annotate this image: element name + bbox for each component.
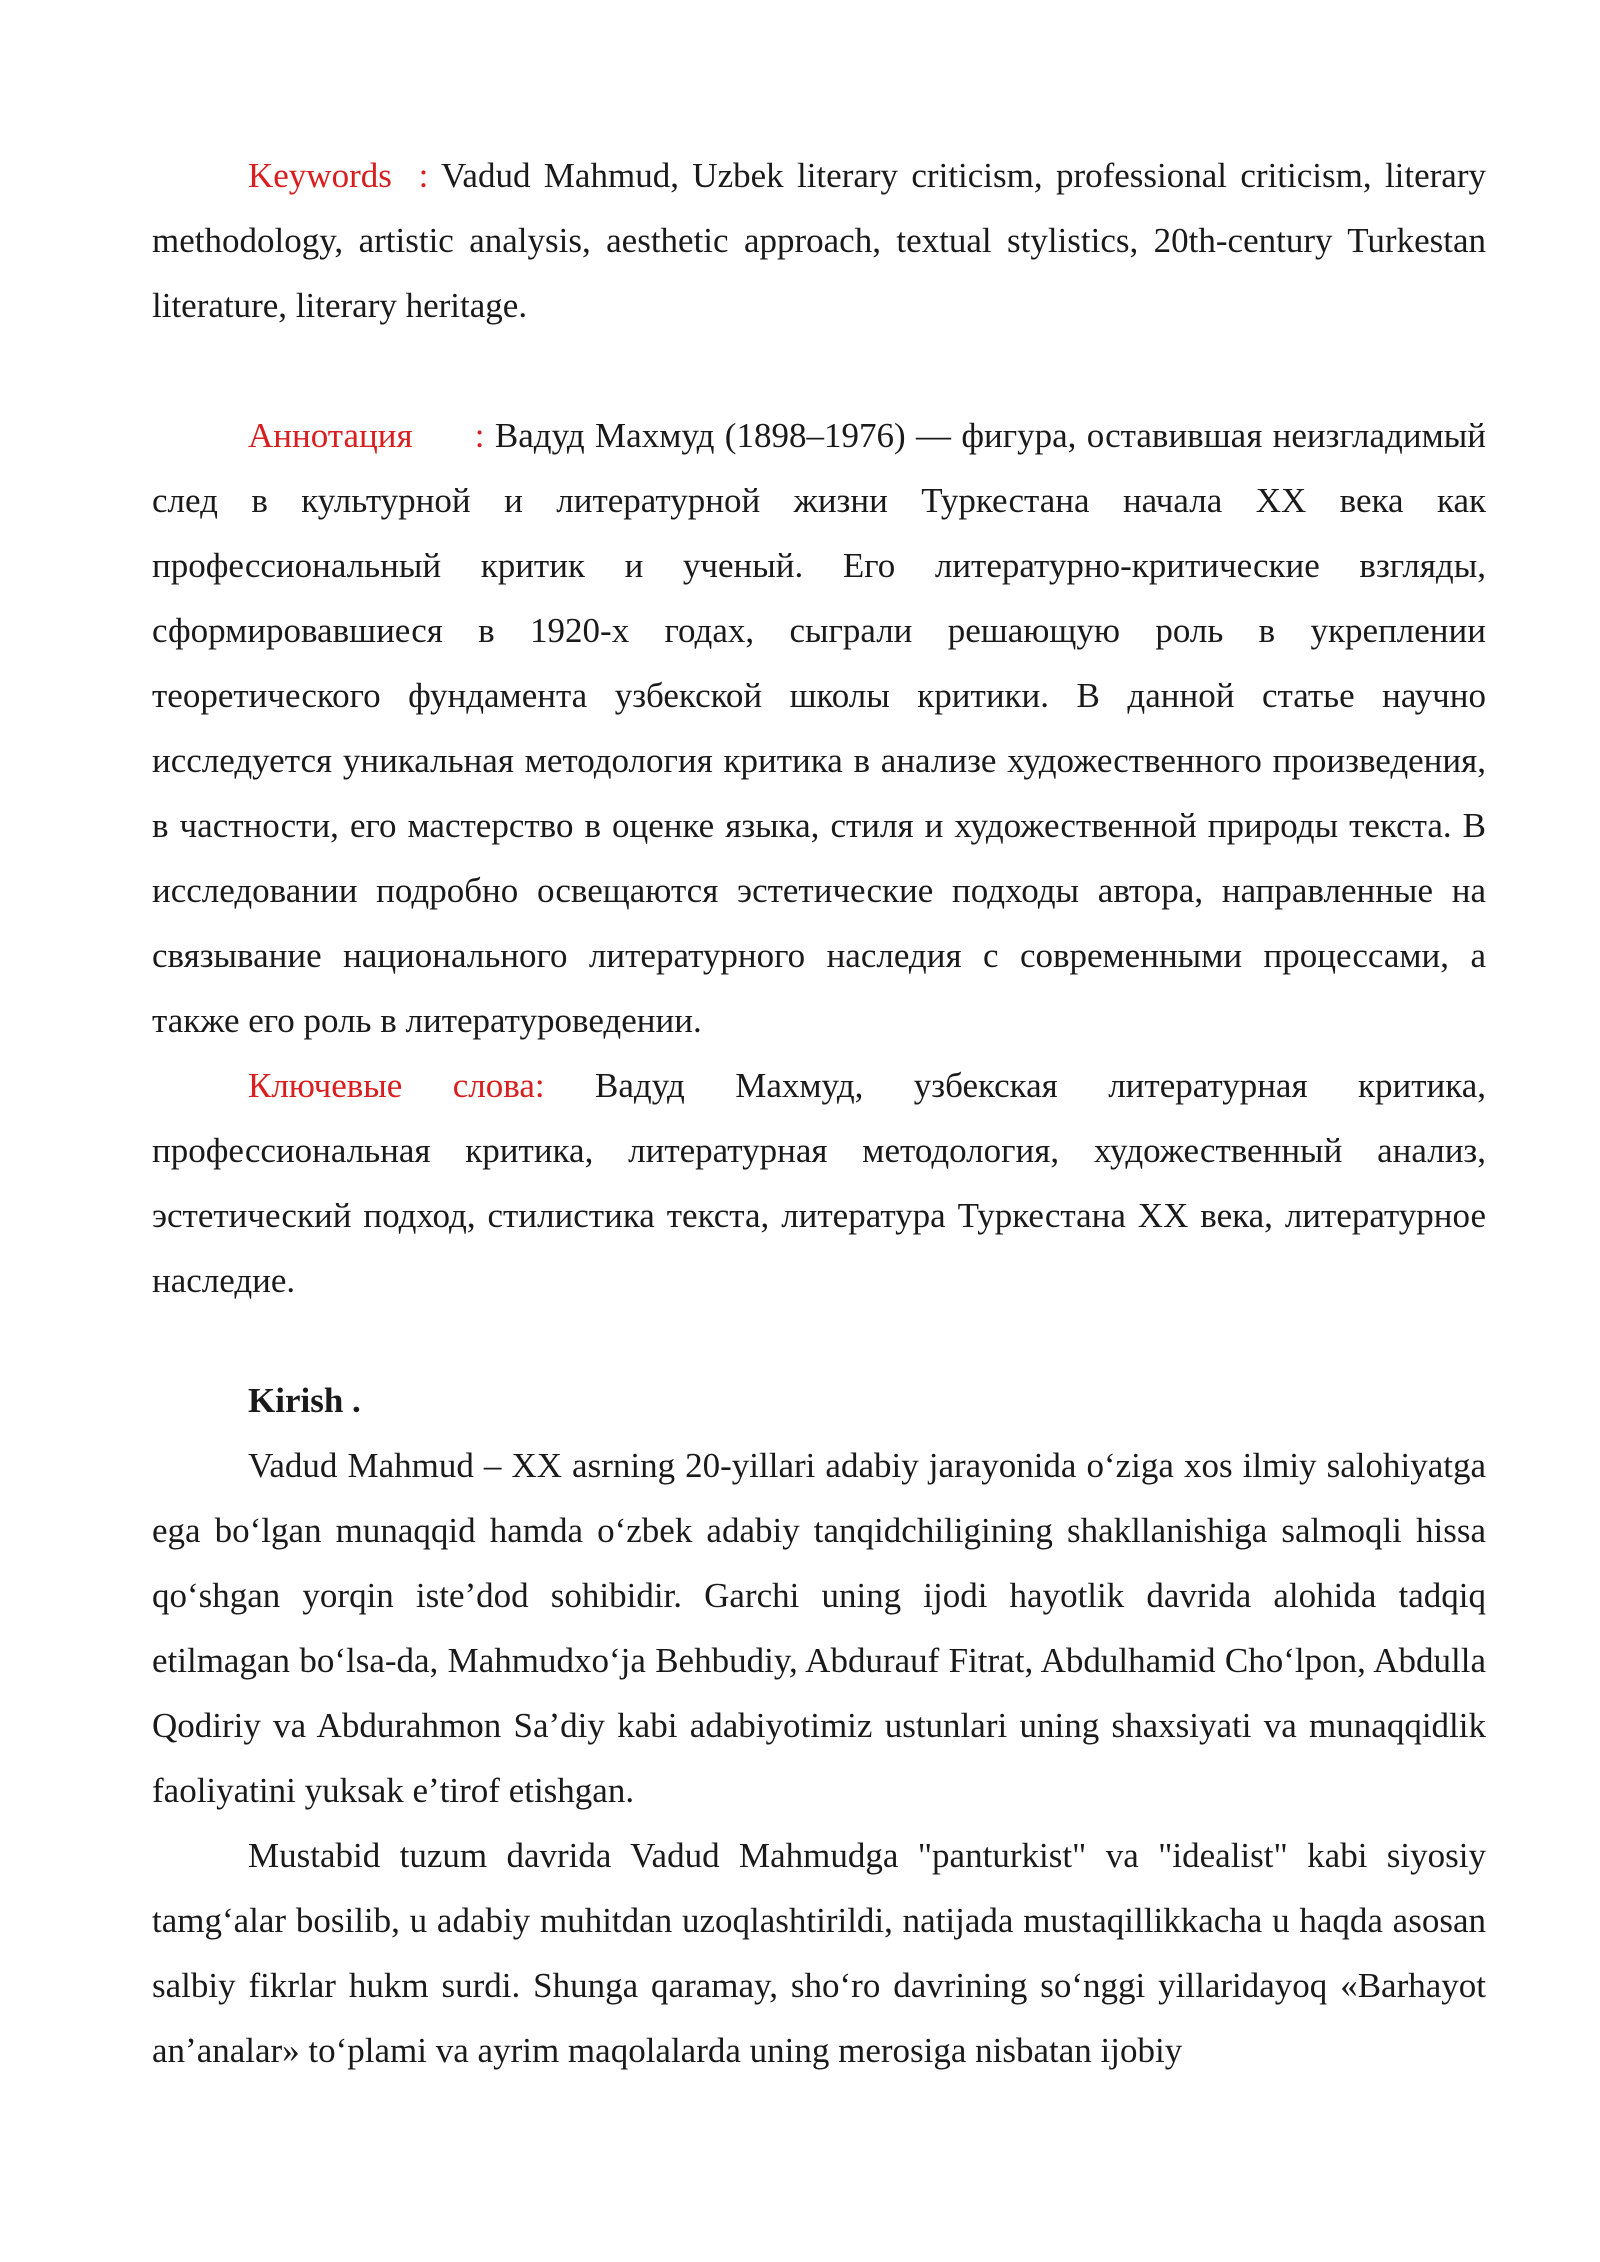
introduction-paragraph-2: Mustabid tuzum davrida Vadud Mahmudga "panturkist" va "idealist" kabi siyosiy tamgʻalar bosilib, u adabiy muhitdan uzoqlashtirildi, natijada mustaqillikkacha u haqda asosan salbiy fikrlar hukm surdi. Shunga qaramay, shoʻro davrining soʻnggi yillaridayoq «Barhayot anʼanalar» toʻplami va ayrim maqolalarda uning merosiga nisbatan ijobiy [152,1836,1486,2070]
keywords-english-label: Keywords [248,156,392,195]
keywords-russian-label: Ключевые слова: [248,1066,545,1105]
annotation-russian-section [152,403,1486,1313]
keywords-english-separator: : [391,156,429,195]
keywords-russian-paragraph [152,1053,1486,1313]
keywords-english-section [152,143,1486,338]
annotation-russian-separator: : [412,416,485,455]
annotation-russian-label: Аннотация [248,416,413,455]
annotation-russian-text: Вадуд Махмуд (1898–1976) — фигура, оставившая неизгладимый след в культурной и литературной жизни Туркестана начала XX века как профессиональный критик и ученый. Его литературно-критические взгляды, сформировавшиеся в 1920-х годах, сыграли решающую роль в укреплении теоретического фундамента узбекской школы критики. В данной статье научно исследуется уникальная методология критика в анализе художественного произведения, в частности, его мастерство в оценке языка, стиля и художественной природы текста. В исследовании подробно освещаются эстетические подходы автора, направленные на связывание национального литературного наследия с современными процессами, а также его роль в литературоведении. [152,416,1486,1040]
keywords-english-paragraph [152,143,1486,338]
introduction-heading: Kirish . [248,1381,361,1420]
annotation-russian-paragraph [152,403,1486,1053]
keywords-russian-text: Вадуд Махмуд, узбекская литературная критика, профессиональная критика, литературная методология, художественный анализ, эстетический подход, стилистика текста, литература Туркестана XX века, литературное наследие. [152,1066,1486,1300]
introduction-paragraph-1: Vadud Mahmud – XX asrning 20-yillari adabiy jarayonida oʻziga xos ilmiy salohiyatga ega boʻlgan munaqqid hamda oʻzbek adabiy tanqidchiligining shakllanishiga salmoqli hissa qoʻshgan yorqin isteʼdod sohibidir. Garchi uning ijodi hayotlik davrida alohida tadqiq etilmagan boʻlsa-da, Mahmudxoʻja Behbudiy, Abdurauf Fitrat, Abdulhamid Choʻlpon, Abdulla Qodiriy va Abdurahmon Saʼdiy kabi adabiyotimiz ustunlari uning shaxsiyati va munaqqidlik faoliyatini yuksak eʼtirof etishgan. [152,1446,1486,1810]
keywords-english-text: Vadud Mahmud, Uzbek literary criticism, professional criticism, literary methodology, artistic analysis, aesthetic approach, textual stylistics, 20th-century Turkestan literature, literary heritage. [152,156,1486,325]
introduction-section [152,1368,1486,2083]
